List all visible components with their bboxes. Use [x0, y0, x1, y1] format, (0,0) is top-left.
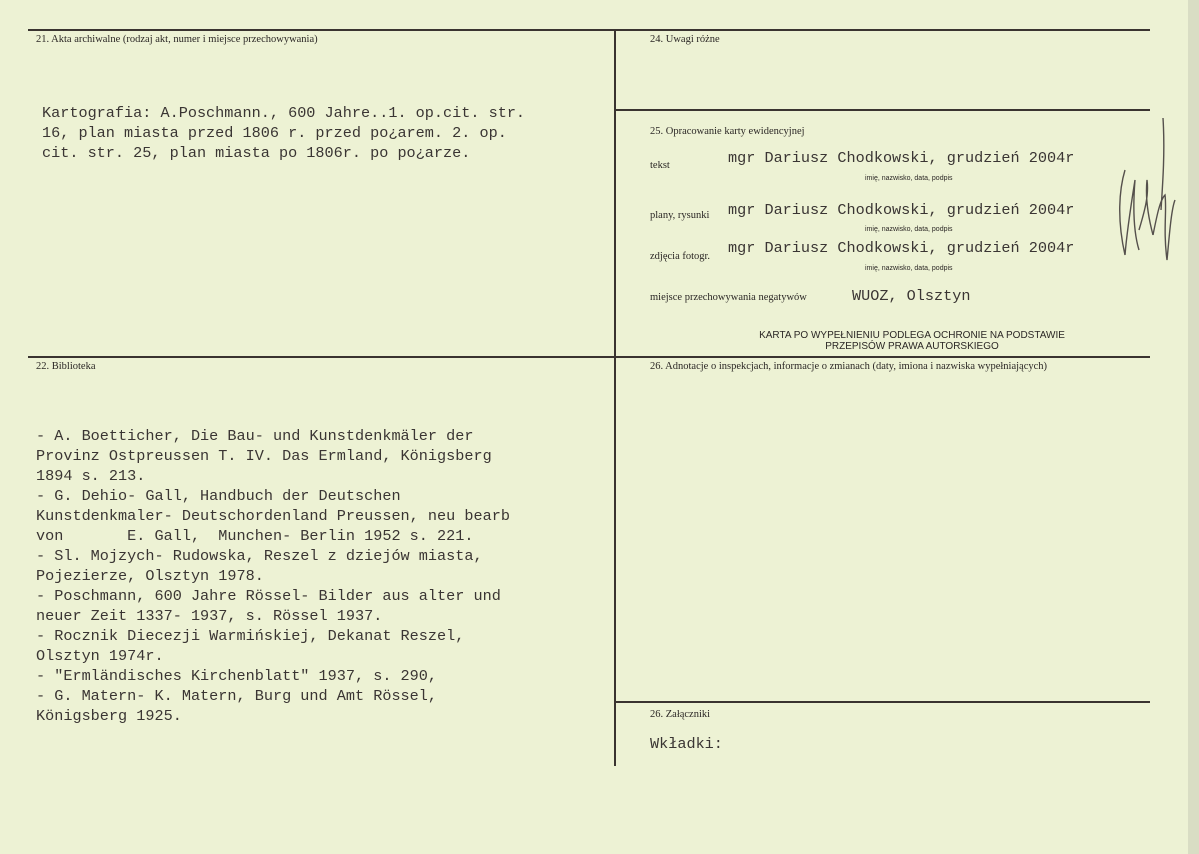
zalaczniki-value: Wkładki:: [650, 735, 723, 753]
zdjecia-value: mgr Dariusz Chodkowski, grudzień 2004r: [728, 239, 1075, 257]
negatywy-label: miejsce przechowywania negatywów: [650, 292, 807, 303]
opracowanie-label: 25. Opracowanie karty ewidencyjnej: [650, 126, 805, 137]
biblio-line: - "Ermländisches Kirchenblatt" 1937, s. 290,: [36, 667, 438, 685]
negatywy-value: WUOZ, Olsztyn: [852, 287, 971, 305]
tekst-label: tekst: [650, 160, 670, 171]
page-edge: [1188, 0, 1199, 854]
uwagi-label: 24. Uwagi różne: [650, 34, 720, 45]
biblio-line: - G. Dehio- Gall, Handbuch der Deutschen: [36, 487, 401, 505]
biblio-line: 1894 s. 213.: [36, 467, 146, 485]
biblio-line: - Poschmann, 600 Jahre Rössel- Bilder aus alter und: [36, 587, 501, 605]
plany-caption: imię, nazwisko, data, podpis: [865, 226, 953, 233]
top-border: [28, 29, 1150, 31]
biblio-line: Kunstdenkmaler- Deutschordenland Preussen, neu bearb: [36, 507, 510, 525]
biblio-line: - Sl. Mojzych- Rudowska, Reszel z dziejów miasta,: [36, 547, 483, 565]
biblio-line: - Rocznik Diecezji Warmińskiej, Dekanat Reszel,: [36, 627, 465, 645]
notice-line: KARTA PO WYPEŁNIENIU PODLEGA OCHRONIE NA PODSTAWIE: [759, 330, 1065, 341]
zalaczniki-label: 26. Załączniki: [650, 709, 711, 720]
biblio-line: neuer Zeit 1337- 1937, s. Rössel 1937.: [36, 607, 383, 625]
copyright-notice: [722, 330, 1102, 352]
biblio-line: Olsztyn 1974r.: [36, 647, 164, 665]
biblio-line: von E. Gall, Munchen- Berlin 1952 s. 221.: [36, 527, 474, 545]
zdjecia-caption: imię, nazwisko, data, podpis: [865, 265, 953, 272]
biblio-line: - G. Matern- K. Matern, Burg und Amt Rössel,: [36, 687, 438, 705]
plany-value: mgr Dariusz Chodkowski, grudzień 2004r: [728, 201, 1075, 219]
middle-border: [28, 356, 1150, 358]
zdjecia-label: zdjęcia fotogr.: [650, 251, 711, 262]
biblio-line: Königsberg 1925.: [36, 707, 182, 725]
biblioteka-text: [36, 386, 510, 766]
signature: [1105, 110, 1185, 270]
biblioteka-label: 22. Biblioteka: [36, 361, 96, 372]
tekst-value: mgr Dariusz Chodkowski, grudzień 2004r: [728, 149, 1075, 167]
tekst-caption: imię, nazwisko, data, podpis: [865, 175, 953, 182]
biblio-line: - A. Boetticher, Die Bau- und Kunstdenkmäler der: [36, 427, 474, 445]
uwagi-bottom-line: [616, 109, 1150, 111]
biblio-line: Pojezierze, Olsztyn 1978.: [36, 567, 264, 585]
zalaczniki-top-line: [616, 701, 1150, 703]
adnotacje-label: 26. Adnotacje o inspekcjach, informacje o zmianach (daty, imiona i nazwiska wypełniających): [650, 361, 1048, 372]
akta-line: Kartografia: A.Poschmann., 600 Jahre..1. op.cit. str.: [42, 104, 526, 122]
akta-line: 16, plan miasta przed 1806 r. przed po¿arem. 2. op.: [42, 124, 507, 142]
center-divider: [614, 29, 616, 766]
biblio-line: Provinz Ostpreussen T. IV. Das Ermland, Königsberg: [36, 447, 492, 465]
akta-line: cit. str. 25, plan miasta po 1806r. po po¿arze.: [42, 144, 471, 162]
akta-text: [42, 63, 525, 203]
plany-label: plany, rysunki: [650, 210, 710, 221]
akta-label: 21. Akta archiwalne (rodzaj akt, numer i miejsce przechowywania): [36, 34, 318, 45]
notice-line: PRZEPISÓW PRAWA AUTORSKIEGO: [825, 341, 999, 352]
